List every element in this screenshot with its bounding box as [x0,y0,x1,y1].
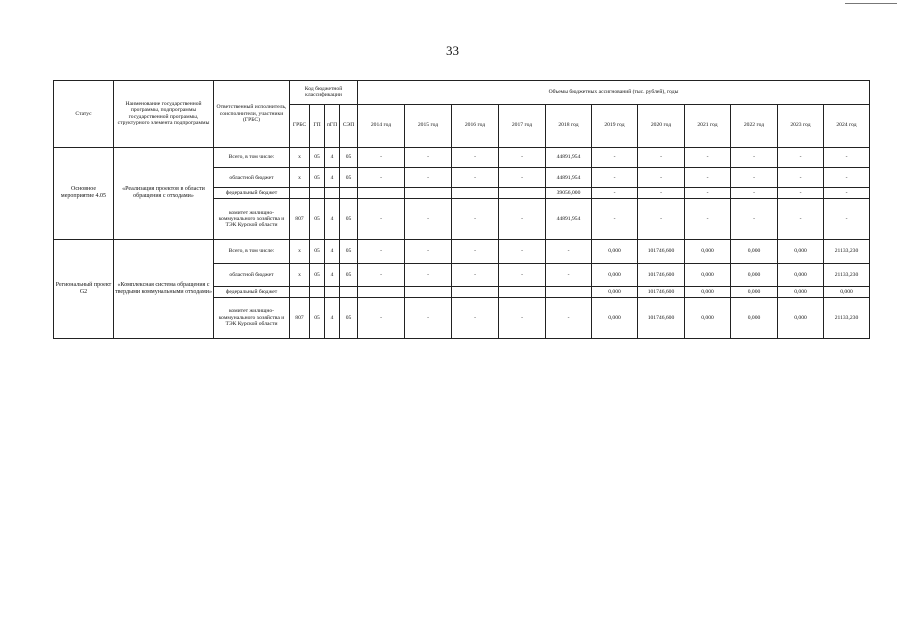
header-code-group: Код бюджетной классификации [290,81,358,105]
code-cell [325,188,340,199]
value-cell [405,188,452,199]
code-cell: 05 [310,147,325,167]
value-cell: - [546,263,592,287]
value-cell [405,287,452,298]
header-year: 2018 год [546,104,592,147]
value-cell: - [358,263,405,287]
code-cell: х [290,240,310,264]
value-cell: - [638,168,685,188]
top-rule [845,3,897,4]
value-cell: - [499,168,546,188]
row-responsible: федеральный бюджет [214,188,290,199]
value-cell: - [358,147,405,167]
value-cell: 0,000 [824,287,870,298]
value-cell: - [499,147,546,167]
value-cell: - [824,147,870,167]
value-cell: 0,000 [731,287,778,298]
value-cell [358,188,405,199]
value-cell: - [731,188,778,199]
header-volumes-group: Объемы бюджетных ассигнований (тыс. рублей), годы [358,81,870,105]
value-cell: 0,000 [731,263,778,287]
value-cell: - [592,199,638,240]
value-cell: 101746,600 [638,298,685,339]
value-cell: - [405,263,452,287]
value-cell: - [685,168,731,188]
code-cell: 05 [310,298,325,339]
code-cell [340,188,358,199]
value-cell: - [358,168,405,188]
value-cell: - [778,188,824,199]
value-cell: - [824,168,870,188]
value-cell: 44891,954 [546,147,592,167]
header-row-1 [54,81,870,105]
value-cell: - [452,240,499,264]
code-cell: 05 [340,298,358,339]
header-year: 2024 год [824,104,870,147]
value-cell: - [592,168,638,188]
code-cell: 807 [290,199,310,240]
code-cell: 05 [310,263,325,287]
value-cell: - [824,199,870,240]
header-code: ГП [310,104,325,147]
value-cell: 0,000 [731,298,778,339]
code-cell [325,287,340,298]
code-cell: х [290,147,310,167]
value-cell [499,188,546,199]
code-cell: 05 [310,168,325,188]
value-cell: - [546,240,592,264]
value-cell: - [499,240,546,264]
value-cell: - [778,147,824,167]
group-status: Основное мероприятие 4.05 [54,147,114,239]
row-responsible: областной бюджет [214,263,290,287]
code-cell: 05 [310,199,325,240]
value-cell: - [358,298,405,339]
value-cell: - [405,298,452,339]
header-year: 2015 год [405,104,452,147]
value-cell: - [499,263,546,287]
header-name: Наименование государственной программы, подпрограммы государственной программы, структурного элемента подпрограммы [114,81,214,148]
value-cell: 0,000 [685,240,731,264]
header-year: 2020 год [638,104,685,147]
value-cell: - [592,188,638,199]
value-cell: - [638,188,685,199]
value-cell: - [685,199,731,240]
code-cell [340,287,358,298]
value-cell: - [638,147,685,167]
value-cell: - [824,188,870,199]
row-responsible: Всего, в том числе: [214,240,290,264]
code-cell: 4 [325,168,340,188]
code-cell: 05 [340,263,358,287]
value-cell: - [405,147,452,167]
code-cell: 05 [340,168,358,188]
header-status: Статус [54,81,114,148]
value-cell: 21133,230 [824,240,870,264]
value-cell: 44891,954 [546,199,592,240]
value-cell: - [452,147,499,167]
value-cell: 0,000 [685,287,731,298]
header-code: пГП [325,104,340,147]
value-cell: 0,000 [778,263,824,287]
value-cell: - [638,199,685,240]
header-year: 2019 год [592,104,638,147]
table-row [54,147,870,167]
page-number: 33 [446,43,459,58]
value-cell: - [452,298,499,339]
header-responsible: Ответственный исполнитель, соисполнители, участники (ГРБС) [214,81,290,148]
value-cell: 0,000 [592,263,638,287]
header-year: 2014 год [358,104,405,147]
header-code: ГРБС [290,104,310,147]
value-cell: - [358,199,405,240]
code-cell: х [290,263,310,287]
row-responsible: областной бюджет [214,168,290,188]
value-cell [358,287,405,298]
value-cell: 0,000 [592,298,638,339]
header-year: 2022 год [731,104,778,147]
group-name: «Комплексная система обращения с твердыми коммунальными отходами» [114,240,214,339]
value-cell: - [731,168,778,188]
table-row [54,240,870,264]
header-code: СЭП [340,104,358,147]
code-cell: 4 [325,263,340,287]
row-responsible: федеральный бюджет [214,287,290,298]
code-cell: 807 [290,298,310,339]
value-cell: - [358,240,405,264]
value-cell [499,287,546,298]
row-responsible: комитет жилищно-коммунального хозяйства и ТЭК Курской области [214,199,290,240]
value-cell: - [452,199,499,240]
code-cell: 05 [310,240,325,264]
value-cell: - [405,199,452,240]
header-year: 2023 год [778,104,824,147]
value-cell: - [499,298,546,339]
value-cell: - [405,168,452,188]
value-cell: - [592,147,638,167]
value-cell: - [778,168,824,188]
value-cell: 0,000 [592,287,638,298]
value-cell: 101746,600 [638,263,685,287]
code-cell [290,287,310,298]
code-cell: 05 [340,240,358,264]
code-cell [310,188,325,199]
value-cell: - [546,298,592,339]
code-cell [290,188,310,199]
value-cell: - [452,168,499,188]
value-cell: - [778,199,824,240]
value-cell: 21133,230 [824,298,870,339]
value-cell: - [685,147,731,167]
code-cell: 05 [340,147,358,167]
value-cell [452,188,499,199]
value-cell: 0,000 [778,298,824,339]
value-cell: - [452,263,499,287]
value-cell: 21133,230 [824,263,870,287]
value-cell: 101746,600 [638,240,685,264]
value-cell [452,287,499,298]
code-cell: 4 [325,240,340,264]
value-cell: 0,000 [778,287,824,298]
row-responsible: Всего, в том числе: [214,147,290,167]
header-year: 2017 год [499,104,546,147]
code-cell: 4 [325,147,340,167]
code-cell: 4 [325,199,340,240]
budget-table [53,80,870,339]
value-cell: 0,000 [685,298,731,339]
value-cell: 0,000 [592,240,638,264]
value-cell: 0,000 [778,240,824,264]
group-name: «Реализация проектов в области обращения с отходами» [114,147,214,239]
code-cell: х [290,168,310,188]
value-cell: - [731,199,778,240]
value-cell: - [499,199,546,240]
row-responsible: комитет жилищно-коммунального хозяйства и ТЭК Курской области [214,298,290,339]
code-cell: 05 [340,199,358,240]
code-cell [310,287,325,298]
value-cell [546,287,592,298]
code-cell: 4 [325,298,340,339]
value-cell: 101746,600 [638,287,685,298]
header-year: 2021 год [685,104,731,147]
value-cell: 44891,954 [546,168,592,188]
value-cell: 39056,000 [546,188,592,199]
group-status: Региональный проект G2 [54,240,114,339]
value-cell: - [731,147,778,167]
value-cell: - [685,188,731,199]
value-cell: 0,000 [731,240,778,264]
header-year: 2016 год [452,104,499,147]
value-cell: - [405,240,452,264]
value-cell: 0,000 [685,263,731,287]
